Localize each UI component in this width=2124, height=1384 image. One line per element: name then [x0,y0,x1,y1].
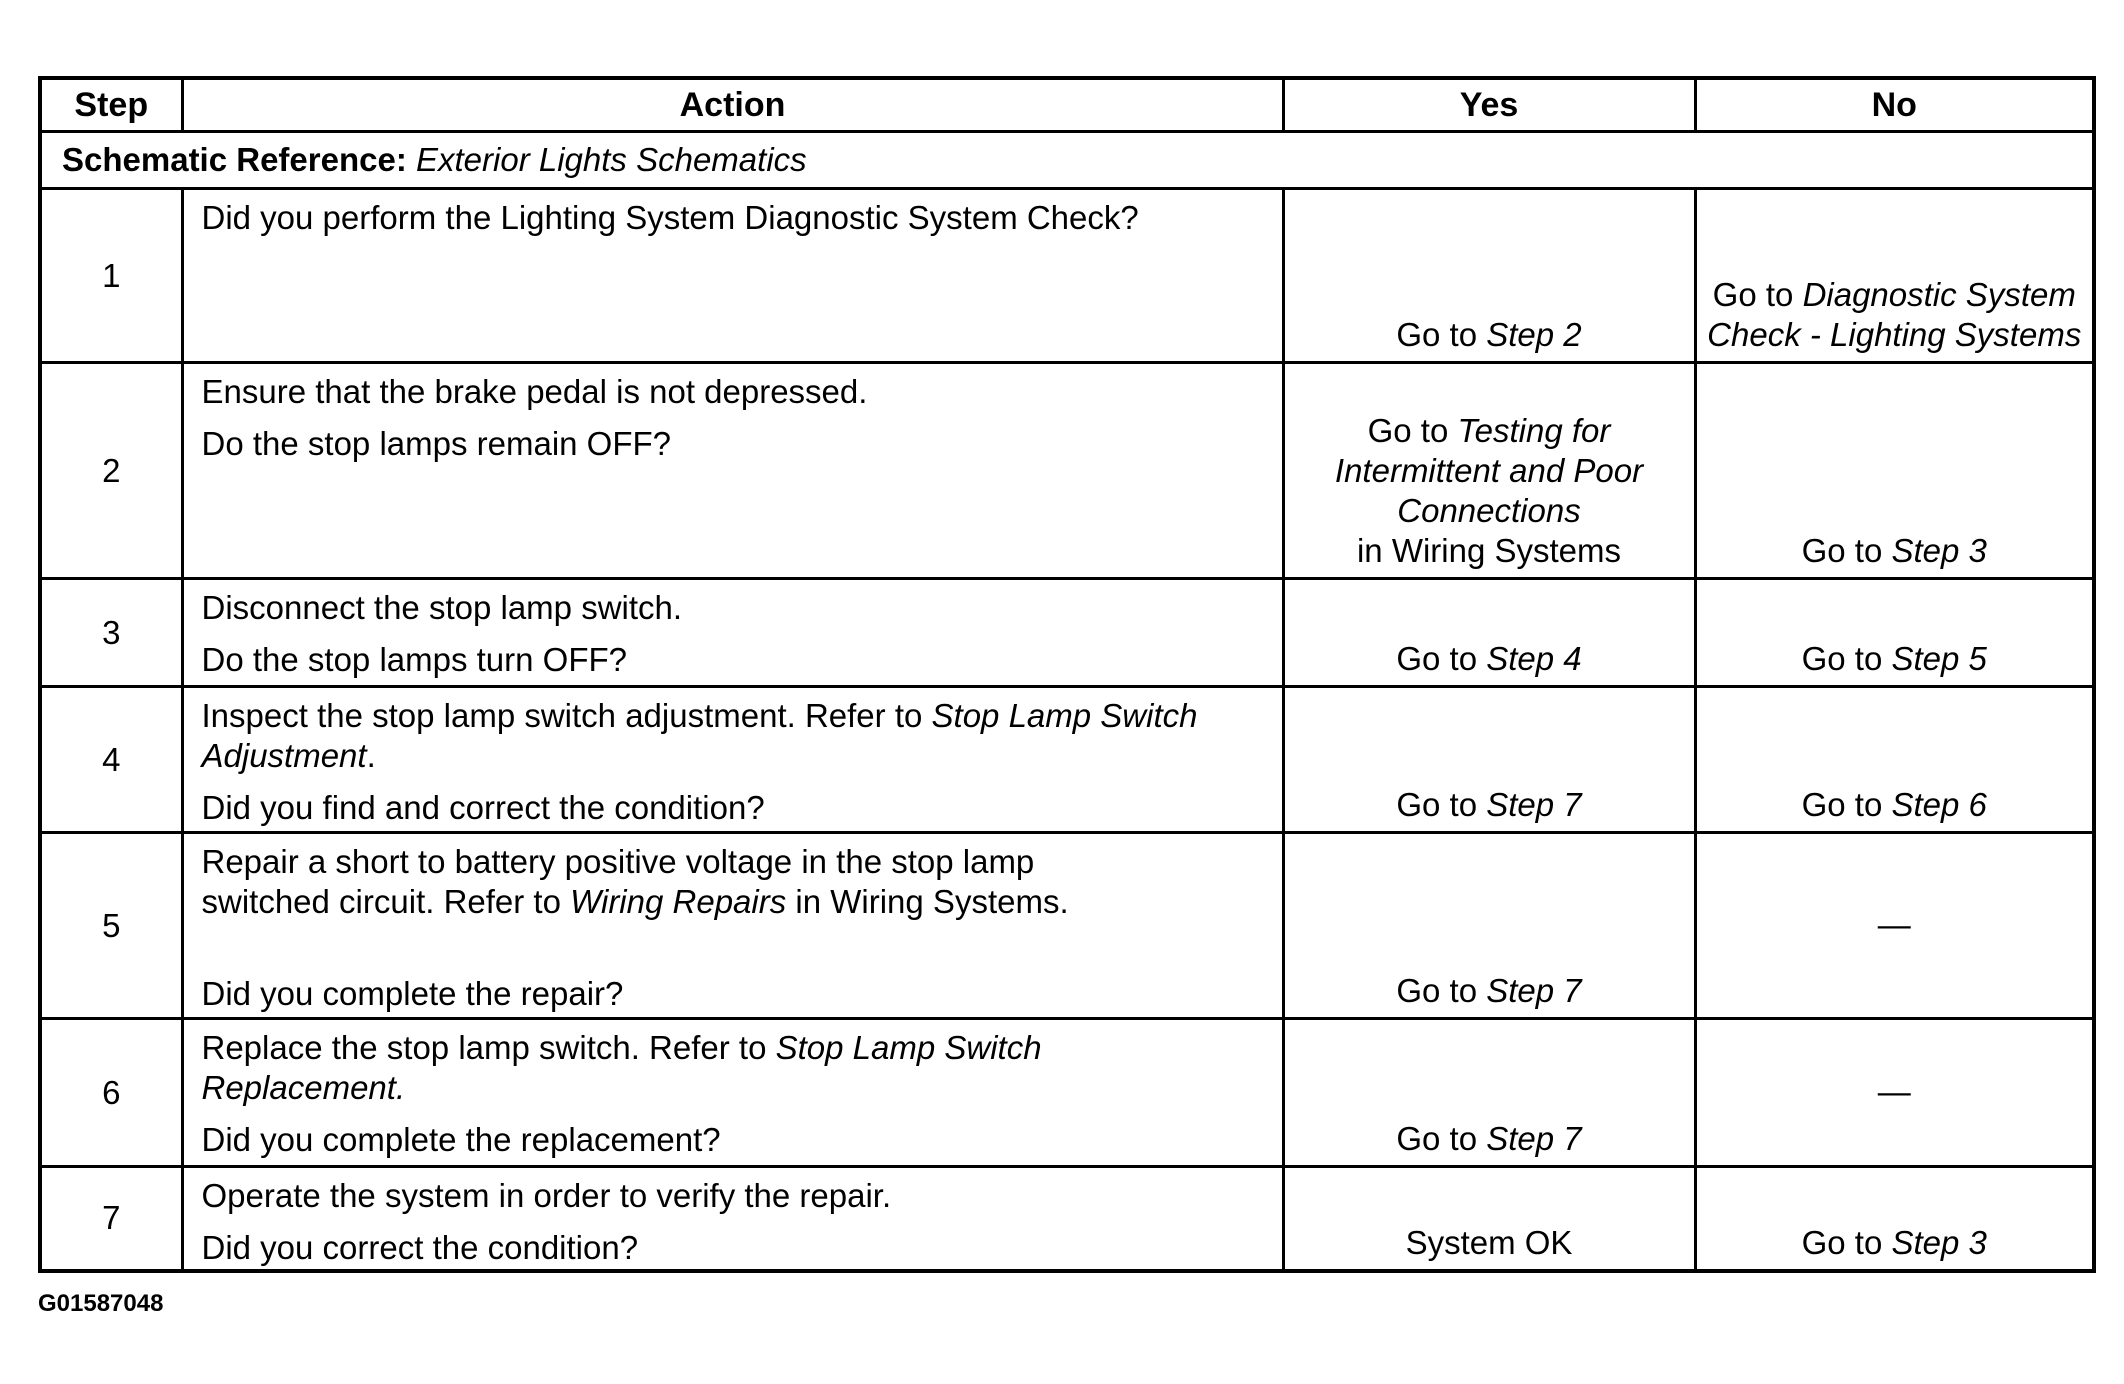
action-question: Do the stop lamps remain OFF? [201,425,672,462]
no-link[interactable]: Step 5 [1891,640,1987,677]
yes-text: System OK [1405,1223,1573,1261]
action-question: Did you complete the replacement? [201,1121,721,1158]
schematic-reference-link[interactable]: Exterior Lights Schematics [416,141,807,178]
no-cell [1695,1019,2094,1167]
schematic-reference-row [40,132,2094,189]
action-link[interactable]: Stop Lamp Switch Replacement. [201,1029,1042,1106]
table-row [40,1019,2094,1167]
yes-prefix: Go to [1396,316,1487,353]
action-text [202,696,1262,776]
figure-id: G01587048 [38,1290,164,1317]
schematic-reference [40,132,2094,189]
header-row [40,78,2094,132]
action-text: Operate the system in order to verify the repair. [201,1177,892,1214]
no-prefix: Go to [1801,640,1892,677]
table-row [40,687,2094,833]
header-yes: Yes [1283,78,1695,132]
yes-suffix: in Wiring Systems [1356,532,1622,569]
step-number: 3 [40,579,182,687]
action-text-part: Repair a short to battery positive voltage in the stop lamp switched circuit. Refer to [201,843,1035,920]
no-link[interactable]: Step 3 [1891,1223,1987,1261]
action-question: Did you complete the repair? [201,975,624,1012]
yes-cell [1283,1019,1695,1167]
action-text-end: . [366,737,376,774]
yes-prefix: Go to [1396,786,1487,823]
action-text [202,842,1262,922]
no-prefix: Go to [1801,532,1892,569]
action-text: Disconnect the stop lamp switch. [201,589,683,626]
table-row [40,579,2094,687]
yes-link[interactable]: Step 7 [1486,1120,1582,1157]
diagnostic-table [38,76,2096,1273]
step-number: 6 [40,1019,182,1167]
table-row [40,363,2094,579]
header-action: Action [182,78,1283,132]
yes-prefix: Go to [1396,1120,1487,1157]
action-question: Do the stop lamps turn OFF? [201,641,628,678]
action-cell [182,579,1283,687]
header-no: No [1695,78,2094,132]
schematic-reference-label: Schematic Reference: [62,141,407,178]
yes-cell [1283,687,1695,833]
step-number: 7 [40,1167,182,1271]
action-text-part: Inspect the stop lamp switch adjustment. Refer to [201,697,932,734]
action-cell [182,833,1283,1019]
no-cell [1695,1167,2094,1271]
no-link[interactable]: Step 3 [1891,532,1987,569]
action-question: Did you correct the condition? [201,1229,639,1266]
yes-link[interactable]: Testing for Intermittent and Poor Connections [1334,412,1644,529]
table-row [40,1167,2094,1271]
table-row [40,189,2094,363]
action-cell [182,189,1283,363]
action-link[interactable]: Wiring Repairs [570,883,787,920]
action-text [202,1028,1262,1108]
action-question: Did you find and correct the condition? [201,789,765,826]
no-dash: — [1877,905,1911,943]
no-prefix: Go to [1712,276,1803,313]
action-cell [182,363,1283,579]
yes-link[interactable]: Step 4 [1486,640,1582,677]
yes-cell [1283,833,1695,1019]
no-cell [1695,363,2094,579]
no-prefix: Go to [1801,786,1892,823]
action-text-end: in Wiring Systems. [786,883,1069,920]
table-row [40,833,2094,1019]
no-dash: — [1877,1072,1911,1110]
yes-prefix: Go to [1396,972,1487,1009]
yes-prefix: Go to [1396,640,1487,677]
no-cell [1695,833,2094,1019]
no-link[interactable]: Step 6 [1891,786,1987,823]
yes-link[interactable]: Step 7 [1486,972,1582,1009]
no-link[interactable]: Diagnostic System Check - Lighting Systems [1707,276,2082,353]
step-number: 1 [40,189,182,363]
header-step: Step [40,78,182,132]
action-text-part: Replace the stop lamp switch. Refer to [201,1029,776,1066]
yes-cell [1283,1167,1695,1271]
action-text: Ensure that the brake pedal is not depressed. [201,373,868,410]
no-cell [1695,687,2094,833]
action-cell [182,1019,1283,1167]
action-text: Did you perform the Lighting System Diagnostic System Check? [201,199,1139,236]
action-cell [182,687,1283,833]
no-cell [1695,579,2094,687]
yes-link[interactable]: Step 7 [1486,786,1582,823]
yes-cell [1283,189,1695,363]
yes-prefix: Go to [1367,412,1458,449]
step-number: 4 [40,687,182,833]
yes-cell [1283,579,1695,687]
action-cell [182,1167,1283,1271]
action-link[interactable]: Stop Lamp Switch Adjustment [201,697,1198,774]
yes-link[interactable]: Step 2 [1486,316,1582,353]
no-prefix: Go to [1801,1223,1892,1261]
step-number: 2 [40,363,182,579]
no-cell [1695,189,2094,363]
step-number: 5 [40,833,182,1019]
yes-cell [1283,363,1695,579]
